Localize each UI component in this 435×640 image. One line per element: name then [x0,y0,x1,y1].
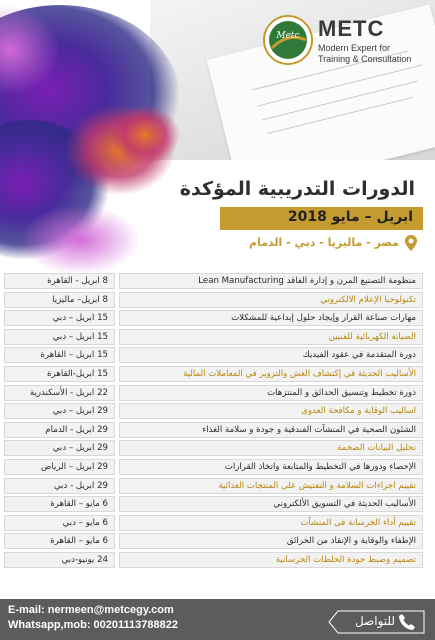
course-date: 15 ابريل – دبي [4,310,115,326]
locations-list: مصر - ماليزيا - دبي - الدمام [249,236,399,249]
course-title: تقييم اجراءات السلامة و التفتيش على المنتجات الغذائية [119,478,423,494]
course-title: دورة تخطيط وتنسيق الحدائق و المنتزهات [119,385,423,401]
course-row [0,551,435,570]
course-row [0,439,435,458]
course-row [0,309,435,328]
logo-emblem-icon [262,14,314,66]
location-pin-icon [403,234,419,252]
course-row [0,421,435,440]
page-title: الدورات التدريبية المؤكدة [179,178,415,200]
course-title: الإطفاء والوقاية و الإنقاذ من الحرائق [119,533,423,549]
course-row [0,402,435,421]
course-title: الشئون الصحية في المنشآت الفندقية و جودة و سلامة الغذاء [119,422,423,438]
logo-title: METC [318,16,385,41]
course-date: 8 ابريل - القاهرة [4,273,115,289]
course-row [0,346,435,365]
course-row [0,495,435,514]
course-date: 29 ابريل - الدمام [4,422,115,438]
email-text[interactable]: E-mail: nermeen@metcegy.com [8,604,174,616]
course-title: مهارات صناعة القرار وإيجاد حلول إبداعية للمشكلات [119,310,423,326]
connect-label: للتواصل [354,614,395,628]
course-row [0,291,435,310]
course-row [0,514,435,533]
logo-subtitle-line1: Modern Expert for [318,43,391,53]
course-row [0,458,435,477]
course-date: 29 ابريل - دبي [4,478,115,494]
course-date: 22 ابريل - الأسكندرية [4,385,115,401]
course-title: منظومة التصنيع المرن و إدارة الفاقد Lean Manufacturing [119,273,423,289]
course-row [0,365,435,384]
course-title: تكنولوجيا الإعلام الالكتروني [119,292,423,308]
course-row [0,384,435,403]
course-title: دورة المتقدمة في عقود الفيديك [119,347,423,363]
course-date: 15 ابريل – القاهرة [4,347,115,363]
course-row [0,272,435,291]
course-date: 29 ابريل – دبي [4,403,115,419]
date-range: ابريل – مايو 2018 [287,209,413,225]
course-date: 6 مايو – القاهرة [4,533,115,549]
phone-icon [398,613,416,631]
course-title: تصميم وضبط جودة الخلطات الخرسانية [119,552,423,568]
logo-mark-text: Metc [276,31,300,41]
metc-logo [262,14,432,74]
contact-info [8,603,178,633]
course-date: 15 ابريل – دبي [4,329,115,345]
course-date: 6 مايو – القاهرة [4,496,115,512]
course-title: اساليب الوقاية و مكافحة العدوى [119,403,423,419]
course-date: 24 يونيو-دبي [4,552,115,568]
course-title: الأساليب الحديثة في إكتشاف الغش والتزوير في المعاملات المالية [119,366,423,382]
course-date: 29 ابريل – دبي [4,440,115,456]
course-row [0,532,435,551]
course-title: تقييم أداء الخرسانة فى المنشآت [119,515,423,531]
course-date: 8 ابريل– ماليزيا [4,292,115,308]
course-date: 29 ابريل – الرياض [4,459,115,475]
course-row [0,328,435,347]
logo-subtitle-line2: Training & Consultation [318,54,412,64]
logo-subtitle [318,43,428,65]
course-date: 6 مايو – دبي [4,515,115,531]
course-date: 15 ابريل-القاهرة [4,366,115,382]
course-row [0,477,435,496]
course-title: الأساليب الحديثة في التسويق الألكتروني [119,496,423,512]
course-title: الصيانة الكهربائية للفنيين [119,329,423,345]
course-title: تحليل البيانات الضخمة [119,440,423,456]
whatsapp-text[interactable]: Whatsapp,mob: 00201113788822 [8,619,178,631]
course-title: الإحصاء ودورها في التخطيط والمتابعة واتخاذ القرارات [119,459,423,475]
courses-table [0,272,435,570]
